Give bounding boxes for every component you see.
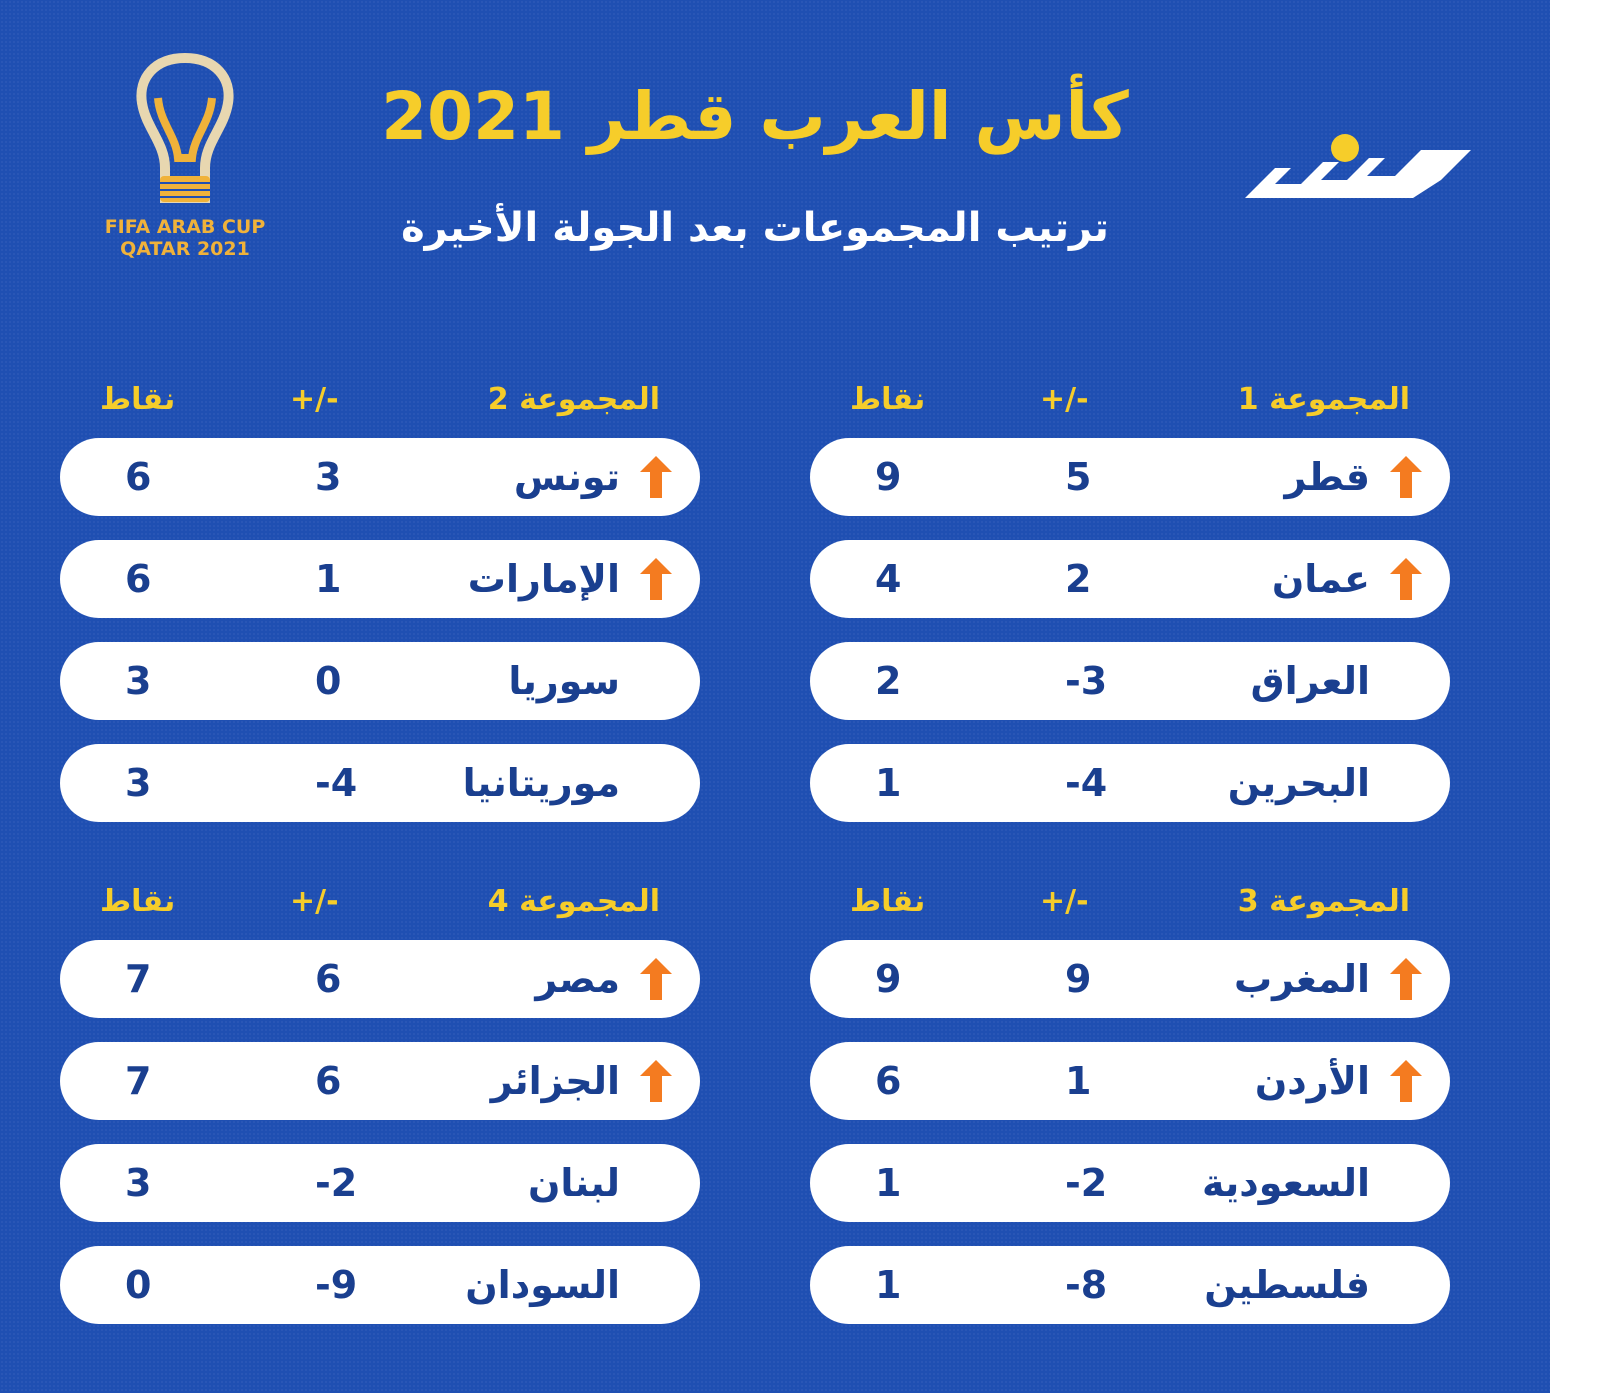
team-row <box>60 642 700 720</box>
team-name: عمان <box>1271 557 1370 601</box>
team-name: الإمارات <box>467 557 620 601</box>
qualified-arrow-icon <box>1388 956 1424 1002</box>
team-goal-difference: -4 <box>315 761 358 805</box>
team-row <box>810 744 1450 822</box>
team-goal-difference: -8 <box>1065 1263 1108 1307</box>
team-row <box>810 940 1450 1018</box>
team-goal-difference: 9 <box>1065 957 1092 1001</box>
team-points: 2 <box>875 659 902 703</box>
team-points: 1 <box>875 761 902 805</box>
team-row <box>810 1246 1450 1324</box>
group-3-table <box>810 884 1450 1348</box>
brand-logo-icon <box>1245 130 1475 210</box>
group-name: المجموعة 3 <box>1237 884 1410 919</box>
team-row <box>60 744 700 822</box>
team-name: سوريا <box>508 659 620 703</box>
team-row <box>60 438 700 516</box>
team-name: لبنان <box>528 1161 620 1205</box>
team-goal-difference: 1 <box>1065 1059 1092 1103</box>
team-row <box>60 940 700 1018</box>
team-row <box>810 642 1450 720</box>
team-name: السعودية <box>1201 1161 1370 1205</box>
fifa-arab-cup-logo <box>80 48 290 273</box>
group-header <box>810 884 1450 928</box>
sanad-logo <box>1245 130 1475 210</box>
team-goal-difference: -3 <box>1065 659 1108 703</box>
col-gd-header: +/- <box>290 884 339 919</box>
team-points: 9 <box>875 957 902 1001</box>
team-points: 6 <box>125 557 152 601</box>
team-row <box>810 1042 1450 1120</box>
logo-text-line2: QATAR 2021 <box>120 238 250 260</box>
logo-text-line1: FIFA ARAB CUP <box>104 216 266 238</box>
group-name: المجموعة 2 <box>487 382 660 417</box>
qualified-arrow-icon <box>1388 454 1424 500</box>
team-points: 1 <box>875 1263 902 1307</box>
qualified-arrow-icon <box>1388 1058 1424 1104</box>
team-goal-difference: -4 <box>1065 761 1108 805</box>
team-name: موريتانيا <box>462 761 620 805</box>
trophy-emblem-icon <box>80 48 290 218</box>
page-title: كأس العرب قطر 2021 <box>381 78 1129 155</box>
qualified-arrow-icon <box>638 454 674 500</box>
team-points: 6 <box>875 1059 902 1103</box>
team-name: البحرين <box>1227 761 1370 805</box>
team-goal-difference: 5 <box>1065 455 1092 499</box>
group-header <box>810 382 1450 426</box>
team-points: 3 <box>125 761 152 805</box>
team-name: تونس <box>513 455 620 499</box>
group-name: المجموعة 1 <box>1237 382 1410 417</box>
team-row <box>810 540 1450 618</box>
qualified-arrow-icon <box>1388 556 1424 602</box>
team-row <box>60 1042 700 1120</box>
team-points: 6 <box>125 455 152 499</box>
team-goal-difference: 1 <box>315 557 342 601</box>
qualified-arrow-icon <box>638 1058 674 1104</box>
team-points: 0 <box>125 1263 152 1307</box>
team-points: 7 <box>125 957 152 1001</box>
team-name: العراق <box>1250 659 1370 703</box>
group-2-table <box>60 382 700 846</box>
team-goal-difference: 3 <box>315 455 342 499</box>
col-points-header: نقاط <box>850 382 926 417</box>
team-name: مصر <box>535 957 620 1001</box>
team-name: قطر <box>1284 455 1370 499</box>
col-points-header: نقاط <box>850 884 926 919</box>
qualified-arrow-icon <box>638 956 674 1002</box>
team-row <box>810 438 1450 516</box>
team-points: 3 <box>125 1161 152 1205</box>
team-goal-difference: 6 <box>315 1059 342 1103</box>
team-goal-difference: -2 <box>1065 1161 1108 1205</box>
col-points-header: نقاط <box>100 884 176 919</box>
col-gd-header: +/- <box>1040 382 1089 417</box>
team-points: 7 <box>125 1059 152 1103</box>
col-gd-header: +/- <box>1040 884 1089 919</box>
group-4-table <box>60 884 700 1348</box>
team-points: 4 <box>875 557 902 601</box>
team-row <box>810 1144 1450 1222</box>
col-gd-header: +/- <box>290 382 339 417</box>
team-goal-difference: 2 <box>1065 557 1092 601</box>
team-name: الأردن <box>1254 1059 1370 1103</box>
team-goal-difference: 6 <box>315 957 342 1001</box>
col-points-header: نقاط <box>100 382 176 417</box>
group-header <box>60 382 700 426</box>
team-row <box>60 540 700 618</box>
qualified-arrow-icon <box>638 556 674 602</box>
group-header <box>60 884 700 928</box>
group-name: المجموعة 4 <box>487 884 660 919</box>
page-subtitle: ترتيب المجموعات بعد الجولة الأخيرة <box>401 205 1109 251</box>
team-points: 9 <box>875 455 902 499</box>
team-name: فلسطين <box>1204 1263 1370 1307</box>
team-row <box>60 1144 700 1222</box>
team-points: 3 <box>125 659 152 703</box>
team-goal-difference: -2 <box>315 1161 358 1205</box>
team-name: السودان <box>465 1263 620 1307</box>
team-row <box>60 1246 700 1324</box>
team-points: 1 <box>875 1161 902 1205</box>
team-name: المغرب <box>1233 957 1370 1001</box>
team-goal-difference: -9 <box>315 1263 358 1307</box>
team-name: الجزائر <box>490 1059 620 1103</box>
group-1-table <box>810 382 1450 846</box>
team-goal-difference: 0 <box>315 659 342 703</box>
